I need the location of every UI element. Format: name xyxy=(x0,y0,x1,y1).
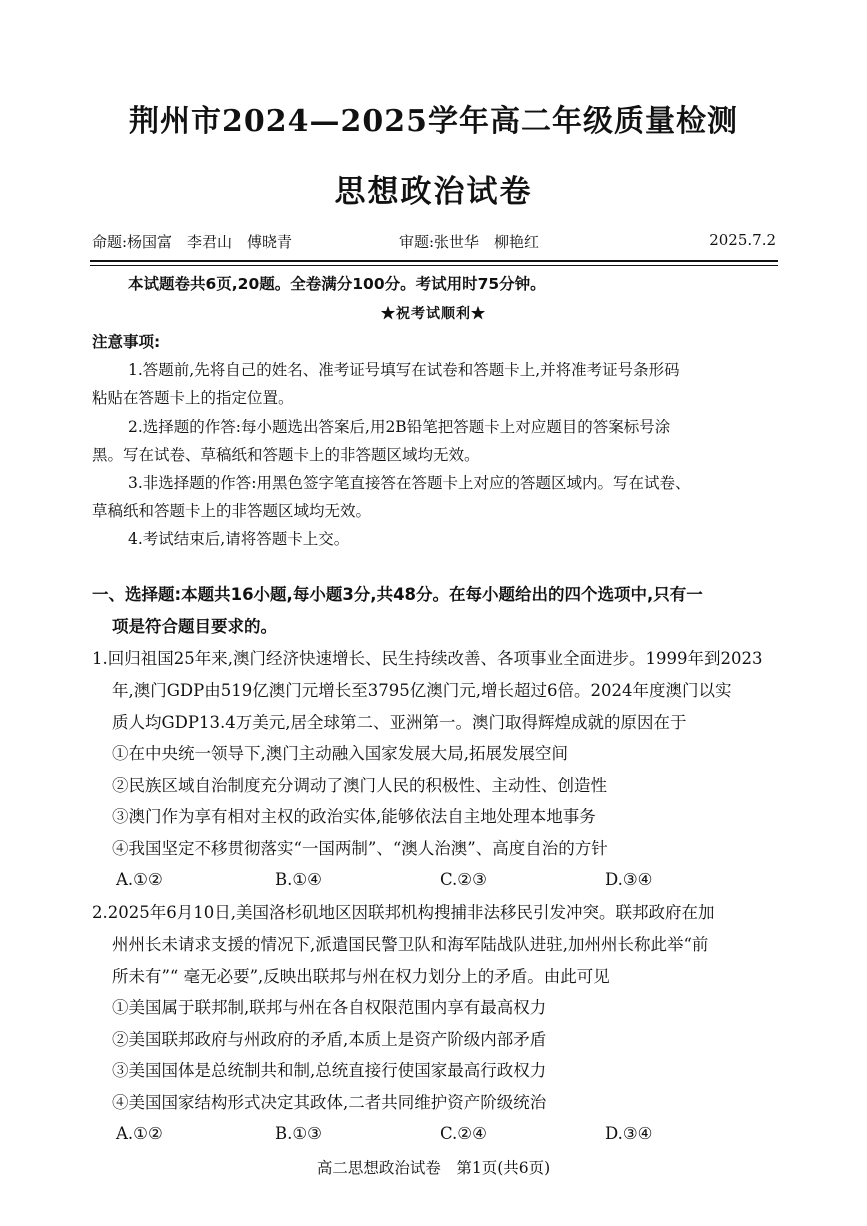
question-stem-line: 州州长未请求支援的情况下,派遣国民警卫队和海军陆战队进驻,加州州长称此举“前 xyxy=(112,935,709,954)
answer-option-b: B.①④ xyxy=(275,870,322,889)
answer-option-b: B.①③ xyxy=(275,1124,322,1143)
header-rule-thin xyxy=(90,265,778,266)
question-item: ①在中央统一领导下,澳门主动融入国家发展大局,拓展发展空间 xyxy=(112,744,568,763)
exam-title: 荆州市2024—2025学年高二年级质量检测 xyxy=(129,104,738,139)
section-heading: 一、选择题:本题共16小题,每小题3分,共48分。在每小题给出的四个选项中,只有一 xyxy=(92,585,703,604)
answer-option-c: C.②③ xyxy=(440,870,487,889)
header-rule-thick xyxy=(90,260,778,262)
notes-line: 粘贴在答题卡上的指定位置。 xyxy=(92,389,294,407)
good-luck-banner: ★祝考试顺利★ xyxy=(381,306,486,322)
answer-option-a: A.①② xyxy=(116,870,163,889)
question-item: ①美国属于联邦制,联邦与州在各自权限范围内享有最高权力 xyxy=(112,998,547,1017)
question-item: ②美国联邦政府与州政府的矛盾,本质上是资产阶级内部矛盾 xyxy=(112,1030,547,1049)
notes-line: 草稿纸和答题卡上的非答题区域均无效。 xyxy=(92,502,372,520)
question-stem-line: 2.2025年6月10日,美国洛杉矶地区因联邦机构搜捕非法移民引发冲突。联邦政府在加 xyxy=(92,903,715,922)
notes-line: 黑。写在试卷、草稿纸和答题卡上的非答题区域均无效。 xyxy=(92,446,480,464)
setters-line: 命题:杨国富 李君山 傅晓青 xyxy=(92,233,293,251)
answer-option-d: D.③④ xyxy=(605,870,653,889)
reviewers-line: 审题:张世华 柳艳红 xyxy=(399,233,540,251)
question-stem-line: 所未有”“ 毫无必要”,反映出联邦与州在权力划分上的矛盾。由此可见 xyxy=(112,967,610,986)
question-item: ②民族区域自治制度充分调动了澳门人民的积极性、主动性、创造性 xyxy=(112,776,607,795)
answer-option-d: D.③④ xyxy=(605,1124,653,1143)
question-item: ④美国国家结构形式决定其政体,二者共同维护资产阶级统治 xyxy=(112,1093,547,1112)
page-footer: 高二思想政治试卷 第1页(共6页) xyxy=(316,1159,551,1177)
question-item: ④我国坚定不移贯彻落实“一国两制”、“澳人治澳”、高度自治的方针 xyxy=(112,839,608,858)
question-item: ③美国国体是总统制共和制,总统直接行使国家最高行政权力 xyxy=(112,1061,547,1080)
section-heading: 项是符合题目要求的。 xyxy=(112,617,277,636)
exam-meta-row xyxy=(92,231,776,255)
question-item: ③澳门作为享有相对主权的政治实体,能够依法自主地处理本地事务 xyxy=(112,807,596,826)
question-stem-line: 年,澳门GDP由519亿澳门元增长至3795亿澳门元,增长超过6倍。2024年度澳门以实 xyxy=(112,681,732,700)
exam-date: 2025.7.2 xyxy=(709,231,776,249)
notes-line: 1.答题前,先将自己的姓名、准考证号填写在试卷和答题卡上,并将准考证号条形码 xyxy=(128,361,680,379)
answer-option-c: C.②④ xyxy=(440,1124,487,1143)
exam-subject-title: 思想政治试卷 xyxy=(334,174,533,210)
exam-summary: 本试题卷共6页,20题。全卷满分100分。考试用时75分钟。 xyxy=(128,275,546,293)
question-stem-line: 质人均GDP13.4万美元,居全球第二、亚洲第一。澳门取得辉煌成就的原因在于 xyxy=(112,713,687,732)
question-stem-line: 1.回归祖国25年来,澳门经济快速增长、民生持续改善、各项事业全面进步。1999年到2023 xyxy=(92,649,763,668)
notes-heading: 注意事项: xyxy=(92,333,161,351)
notes-line: 2.选择题的作答:每小题选出答案后,用2B铅笔把答题卡上对应题目的答案标号涂 xyxy=(128,418,671,436)
answer-option-a: A.①② xyxy=(116,1124,163,1143)
notes-line: 4.考试结束后,请将答题卡上交。 xyxy=(128,530,350,548)
notes-line: 3.非选择题的作答:用黑色签字笔直接答在答题卡上对应的答题区域内。写在试卷、 xyxy=(128,474,691,492)
